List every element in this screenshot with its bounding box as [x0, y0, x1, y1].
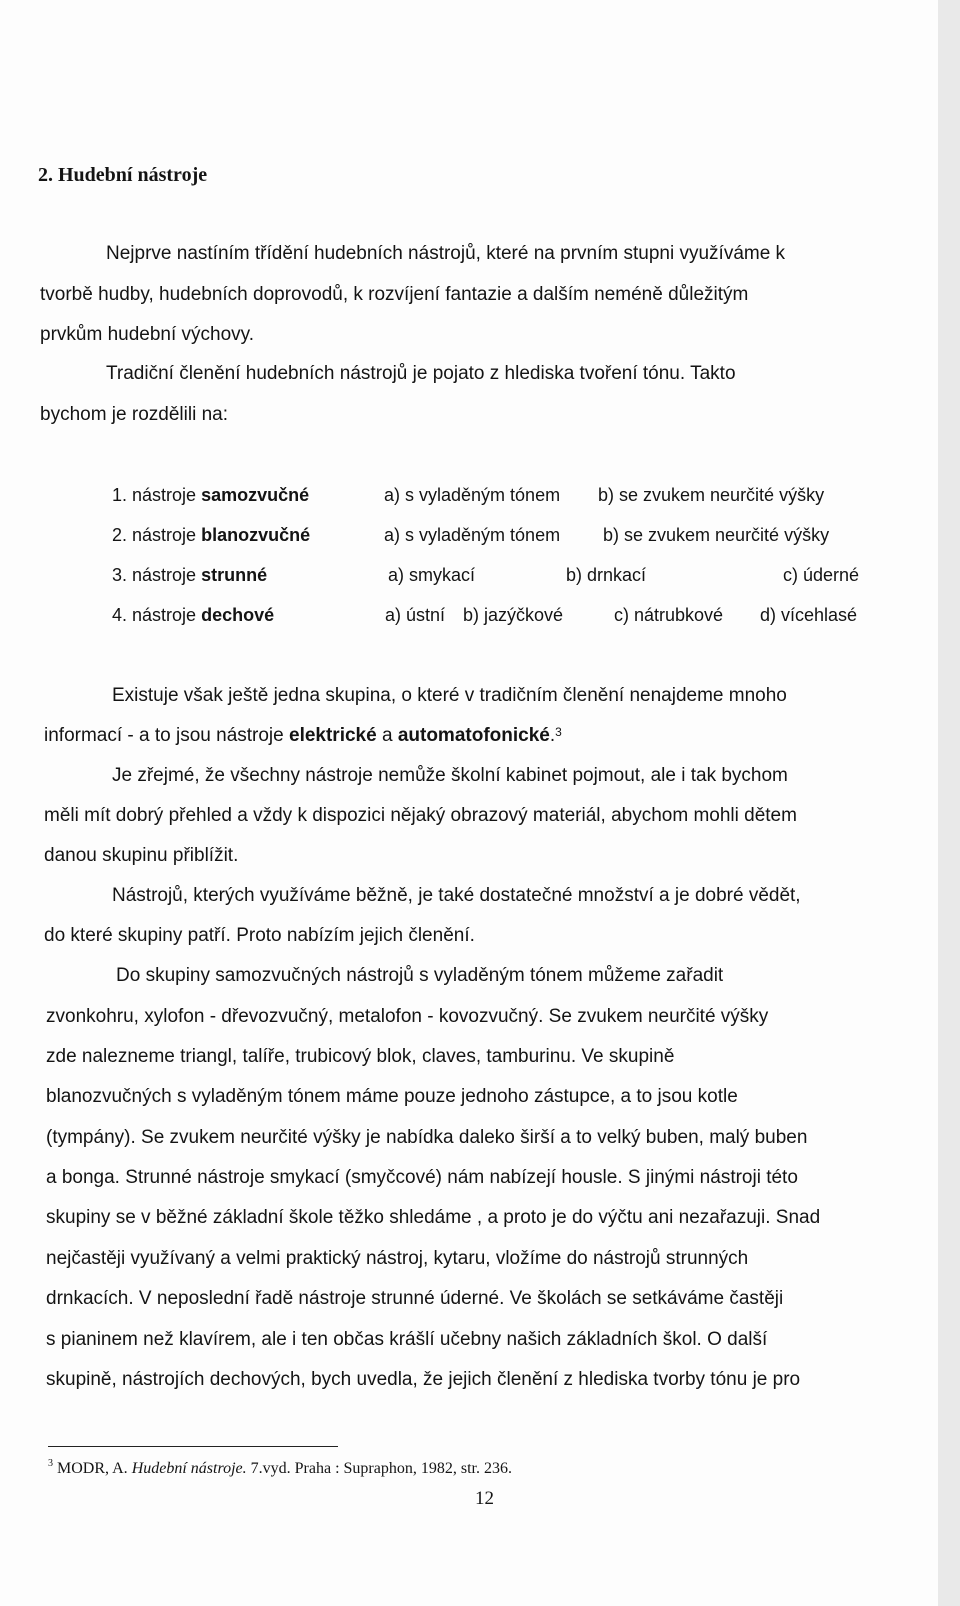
- intro-line-3: prvkům hudební výchovy.: [40, 324, 255, 345]
- class-1-name: samozvučné: [201, 485, 310, 505]
- footnote-ref: 3: [555, 725, 562, 739]
- class-4-sub-c: c) nátrubkové: [614, 605, 724, 625]
- class-3-sub-c: c) úderné: [783, 565, 860, 585]
- para2-line-1: Existuje však ještě jedna skupina, o které v tradičním členění nenajdeme mnoho: [112, 685, 787, 706]
- para5-line-4: blanozvučných s vyladěným tónem máme pouze jednoho zástupce, a to jsou kotle: [46, 1086, 738, 1107]
- class-4-sub-b: b) jazýčkové: [463, 605, 564, 625]
- class-1-sub-b: b) se zvukem neurčité výšky: [598, 485, 825, 505]
- class-2-name: blanozvučné: [201, 525, 311, 545]
- para5-line-11: skupině, nástrojích dechových, bych uvedla, že jejich členění z hlediska tvorby tónu je pro: [46, 1369, 801, 1390]
- term-electric: elektrické: [289, 725, 377, 746]
- class-3-sub-a: a) smykací: [388, 565, 476, 585]
- footnote-publication: 7.vyd. Praha : Supraphon, 1982, str. 236.: [250, 1460, 512, 1477]
- para5-line-8: nejčastěji využívaný a velmi praktický nástroj, kytaru, vložíme do nástrojů strunných: [46, 1248, 749, 1269]
- class-1: 1. nástroje samozvučné: [112, 485, 310, 505]
- intro-line-5: bychom je rozdělili na:: [40, 404, 228, 425]
- para4-line-2: do které skupiny patří. Proto nabízím jejich členění.: [44, 925, 475, 946]
- intro-line-2: tvorbě hudby, hudebních doprovodů, k rozvíjení fantazie a dalším neméně důležitým: [40, 284, 749, 305]
- para3-line-2: měli mít dobrý přehled a vždy k dispozici nějaký obrazový materiál, abychom mohli dětem: [44, 805, 797, 826]
- class-4-sub-a: a) ústní: [385, 605, 446, 625]
- para3-line-1: Je zřejmé, že všechny nástroje nemůže školní kabinet pojmout, ale i tak bychom: [112, 765, 788, 786]
- para5-line-7: skupiny se v běžné základní škole těžko shledáme , a proto je do výčtu ani nezařazuji. Snad: [46, 1207, 821, 1228]
- class-3-name: strunné: [201, 565, 268, 585]
- para5-line-9: drnkacích. V neposlední řadě nástroje strunné úderné. Ve školách se setkáváme častěji: [46, 1288, 784, 1309]
- para5-line-6: a bonga. Strunné nástroje smykací (smyčcové) nám nabízejí housle. S jinými nástroji této: [46, 1167, 798, 1188]
- intro-line-4: Tradiční členění hudebních nástrojů je pojato z hlediska tvoření tónu. Takto: [106, 363, 736, 384]
- class-4: 4. nástroje dechové: [112, 605, 275, 625]
- term-automatophonic: automatofonické: [397, 725, 550, 746]
- scan-edge: [938, 0, 960, 1606]
- intro-line-1: Nejprve nastíním třídění hudebních nástrojů, které na prvním stupni využíváme k: [106, 243, 786, 264]
- para2-line-2: informací - a to jsou nástroje elektrické a automatofonické.$^3$: [44, 725, 562, 746]
- para5-line-3: zde nalezneme triangl, talíře, trubicový blok, claves, tamburinu. Ve skupině: [46, 1046, 675, 1067]
- footnote-mark: 3: [48, 1458, 53, 1469]
- para5-line-2: zvonkohru, xylofon - dřevozvučný, metalofon - kovozvučný. Se zvukem neurčité výšky: [46, 1006, 769, 1027]
- footnote-title: Hudební nástroje.: [131, 1460, 247, 1477]
- class-3-sub-b: b) drnkací: [566, 565, 647, 585]
- para3-line-3: danou skupinu přiblížit.: [44, 845, 239, 866]
- footnote-separator: [48, 1446, 338, 1447]
- class-3: 3. nástroje strunné: [112, 565, 268, 585]
- class-2-sub-a: a) s vyladěným tónem: [384, 525, 561, 545]
- class-1-sub-a: a) s vyladěným tónem: [384, 485, 561, 505]
- class-2: 2. nástroje blanozvučné: [112, 525, 311, 545]
- para5-line-10: s pianinem než klavírem, ale i ten občas krášlí učebny našich základních škol. O další: [46, 1329, 768, 1350]
- para5-line-5: (tympány). Se zvukem neurčité výšky je nabídka daleko širší a to velký buben, malý buben: [46, 1127, 808, 1148]
- footnote: [48, 1460, 512, 1478]
- para5-line-1: Do skupiny samozvučných nástrojů s vyladěným tónem můžeme zařadit: [116, 965, 724, 986]
- class-2-sub-b: b) se zvukem neurčité výšky: [603, 525, 830, 545]
- footnote-author: MODR, A.: [57, 1460, 128, 1477]
- class-4-name: dechové: [201, 605, 275, 625]
- section-heading: 2. Hudební nástroje: [38, 164, 208, 186]
- class-4-sub-d: d) vícehlasé: [760, 605, 858, 625]
- para4-line-1: Nástrojů, kterých využíváme běžně, je také dostatečné množství a je dobré vědět,: [112, 885, 801, 906]
- page-number: 12: [475, 1488, 494, 1509]
